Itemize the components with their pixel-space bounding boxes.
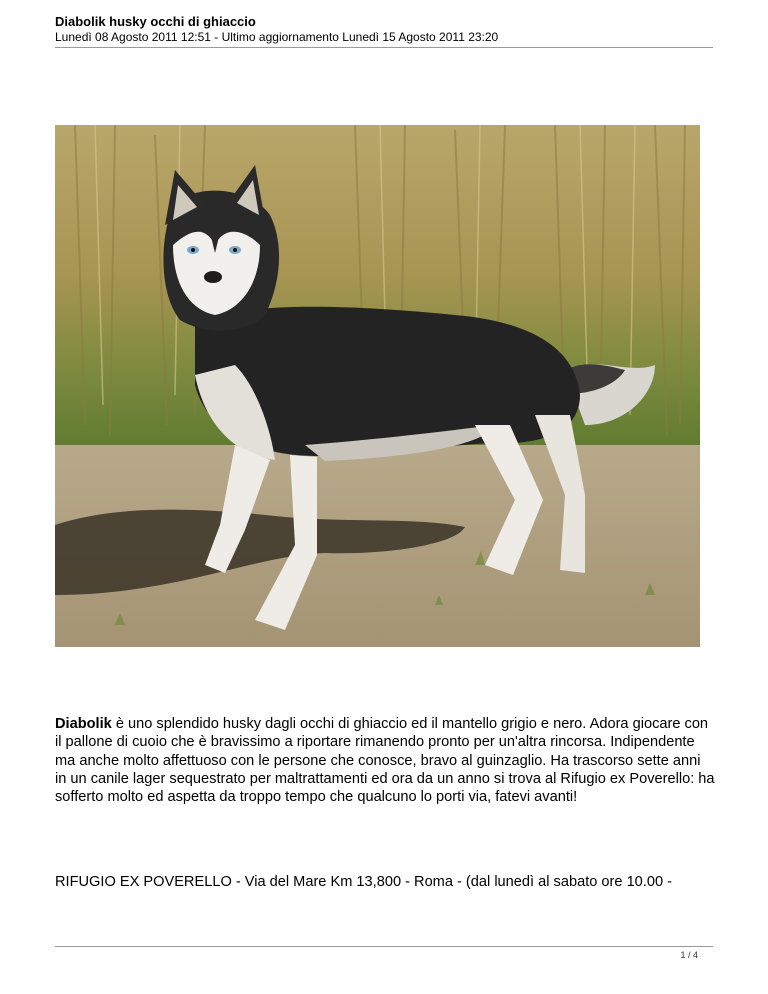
dog-description [55,715,715,806]
dog-name: Diabolik [55,716,112,732]
footer-divider [55,946,713,947]
header-divider [55,47,713,48]
page-number: 1 / 4 [680,950,698,960]
description-text: è uno splendido husky dagli occhi di ghiaccio ed il mantello grigio e nero. Adora giocare con il pallone di cuoio che è bravissimo a riportare rimanendo pronto per un'altra rincorsa. Indipendente ma anche molto affettuoso con le persone che conosce, bravo al guinzaglio. Ha trascorso sette anni in un canile lager sequestrato per maltrattamenti ed ora da un anno si trova al Rifugio ex Poverello: ha sofferto molto ed aspetta da troppo tempo che qualcuno lo porti via, fatevi avanti! [55,716,715,806]
article-dates: Lunedì 08 Agosto 2011 12:51 - Ultimo aggiornamento Lunedì 15 Agosto 2011 23:20 [55,30,499,44]
husky-dog-photo [55,125,700,647]
article-title: Diabolik husky occhi di ghiaccio [55,14,256,29]
shelter-address: RIFUGIO EX POVERELLO - Via del Mare Km 13,800 - Roma - (dal lunedì al sabato ore 10.00 - [55,874,672,890]
page-header [55,13,713,45]
